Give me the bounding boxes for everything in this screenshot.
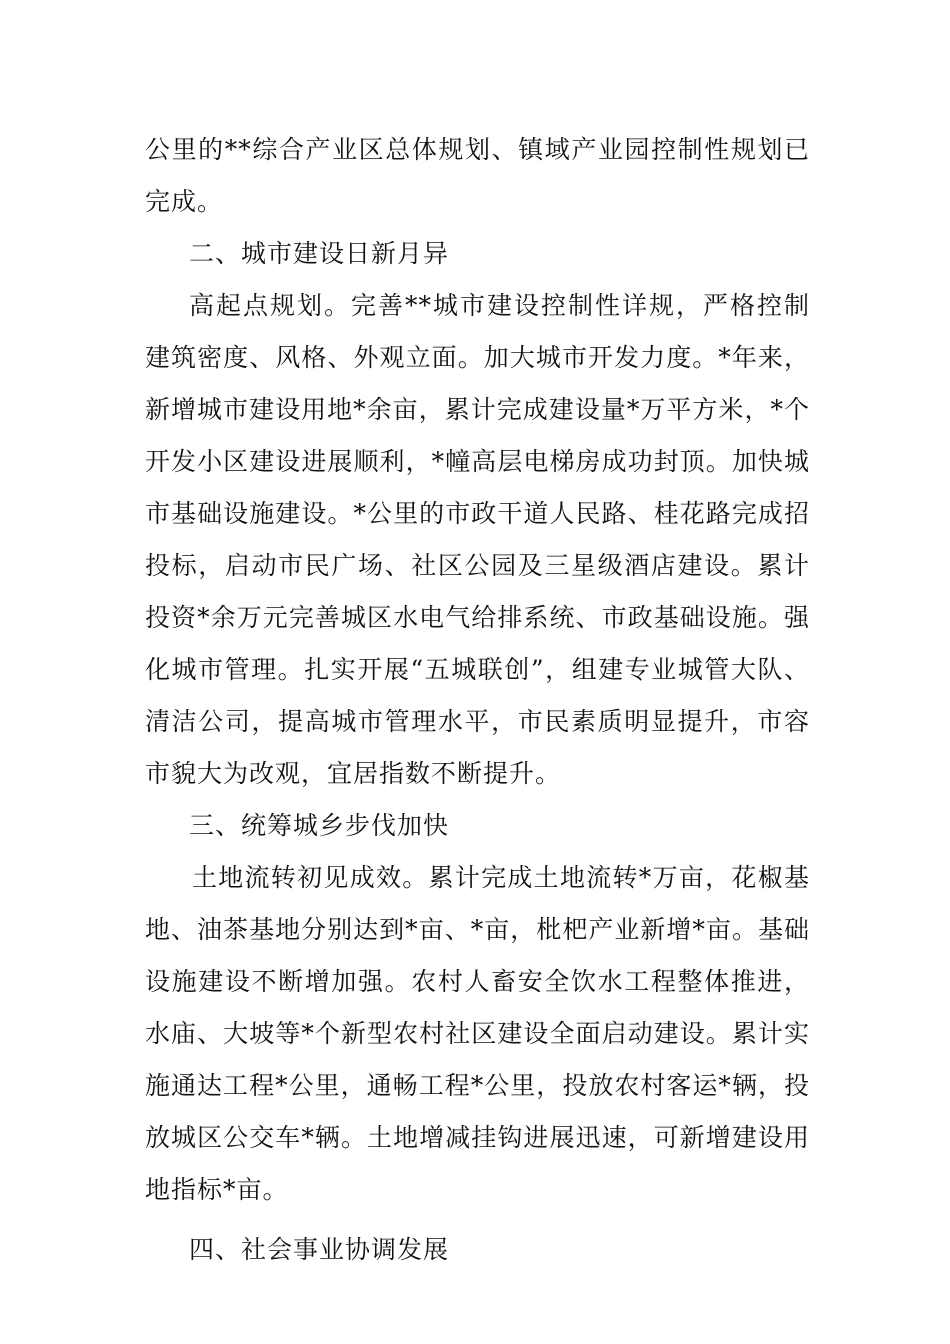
paragraph-urban-construction: 高起点规划。完善**城市建设控制性详规，严格控制建筑密度、风格、外观立面。加大城市开发力度。*年来，新增城市建设用地*余亩，累计完成建设量*万平方米，*个开发小区建设进展顺利，*幢高层电梯房成功封顶。加快城市基础设施建设。*公里的市政干道人民路、桂花路完成招投标，启动市民广场、社区公园及三星级酒店建设。累计投资*余万元完善城区水电气给排系统、市政基础设施。强化城市管理。扎实开展“五城联创”，组建专业城管大队、清洁公司，提高城市管理水平，市民素质明显提升，市容市貌大为改观，宜居指数不断提升。 <box>145 291 810 788</box>
paragraph-continuation: 公里的**综合产业区总体规划、镇域产业园控制性规划已完成。 <box>145 135 810 216</box>
document-body <box>145 124 810 1276</box>
paragraph-urban-rural: 土地流转初见成效。累计完成土地流转*万亩，花椒基地、油茶基地分别达到*亩、*亩，枇杷产业新增*亩。基础设施建设不断增加强。农村人畜安全饮水工程整体推进，水庙、大坡等*个新型农村社区建设全面启动建设。累计实施通达工程*公里，通畅工程*公里，投放农村客运*辆，投放城区公交车*辆。土地增减挂钩进展迅速，可新增建设用地指标*亩。 <box>145 863 810 1204</box>
section-heading-4: 四、社会事业协调发展 <box>189 1235 450 1264</box>
section-heading-3: 三、统筹城乡步伐加快 <box>189 811 450 840</box>
section-heading-2: 二、城市建设日新月异 <box>189 239 450 268</box>
